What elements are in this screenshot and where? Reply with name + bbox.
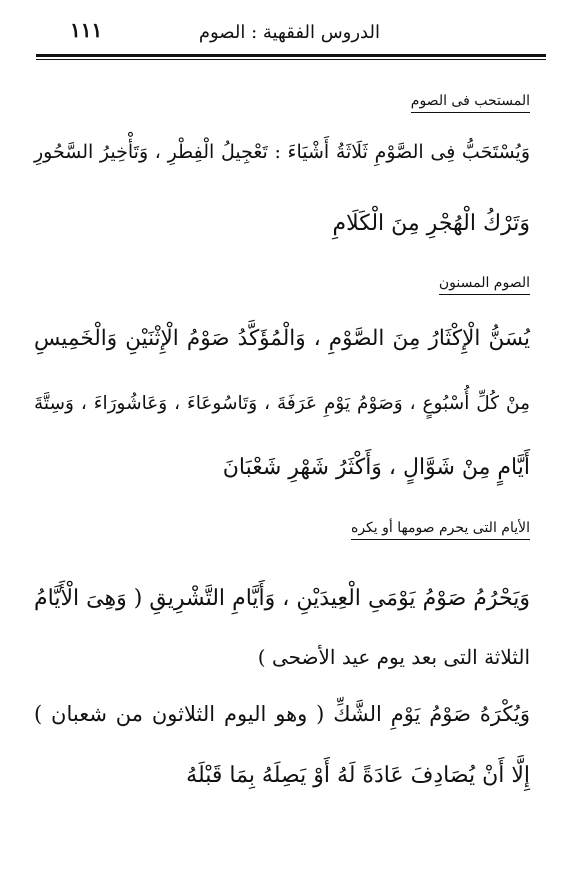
text-line: إِلَّا أَنْ يُصَادِفَ عَادَةً لَهُ أَوْ يَصِلَهُ بِمَا قَبْلَهُ xyxy=(186,763,530,788)
header-double-rule xyxy=(36,54,546,57)
text-line: يُسَنُّ الْإِكْثَارُ مِنَ الصَّوْمِ ، وَالْمُؤَكَّدُ صَوْمُ الْإِثْنَيْنِ وَالْخَمِيسِ xyxy=(34,326,530,351)
page-number: ١١١ xyxy=(70,18,103,42)
text-line: وَيَحْرُمُ صَوْمُ يَوْمَىِ الْعِيدَيْنِ ، وَأَيَّامِ التَّشْرِيقِ ( وَهِىَ الْأَيَّامُ xyxy=(34,586,530,611)
running-head xyxy=(36,18,530,50)
text-line: وَيُكْرَهُ صَوْمُ يَوْمِ الشَّكِّ ( وهو اليوم الثلاثون من شعبان ) xyxy=(34,702,530,726)
text-line: وَيُسْتَحَبُّ فِى الصَّوْمِ ثَلَاثَةُ أَشْيَاءَ : تَعْجِيلُ الْفِطْرِ ، وَتَأْخِيرُ السَّحُورِ xyxy=(34,141,530,163)
section-heading-sunnah-fasting: الصوم المسنون xyxy=(439,275,530,295)
text-line: أَيَّامٍ مِنْ شَوَّالٍ ، وَأَكْثَرُ شَهْرِ شَعْبَانَ xyxy=(222,455,530,480)
text-line: وَتَرْكُ الْهُجْرِ مِنَ الْكَلَامِ xyxy=(332,211,530,236)
text-line: مِنْ كُلِّ أُسْبُوعٍ ، وَصَوْمُ يَوْمِ عَرَفَةَ ، وَتَاسُوعَاءَ ، وَعَاشُورَاءَ ، وَسِتَّةَ xyxy=(34,393,530,414)
running-head-title: الدروس الفقهية : الصوم xyxy=(198,22,380,43)
text-line: الثلاثة التى بعد يوم عيد الأضحى ) xyxy=(257,645,530,669)
section-heading-recommended: المستحب فى الصوم xyxy=(411,93,530,113)
section-heading-forbidden-days: الأيام التى يحرم صومها أو يكره xyxy=(351,520,530,540)
